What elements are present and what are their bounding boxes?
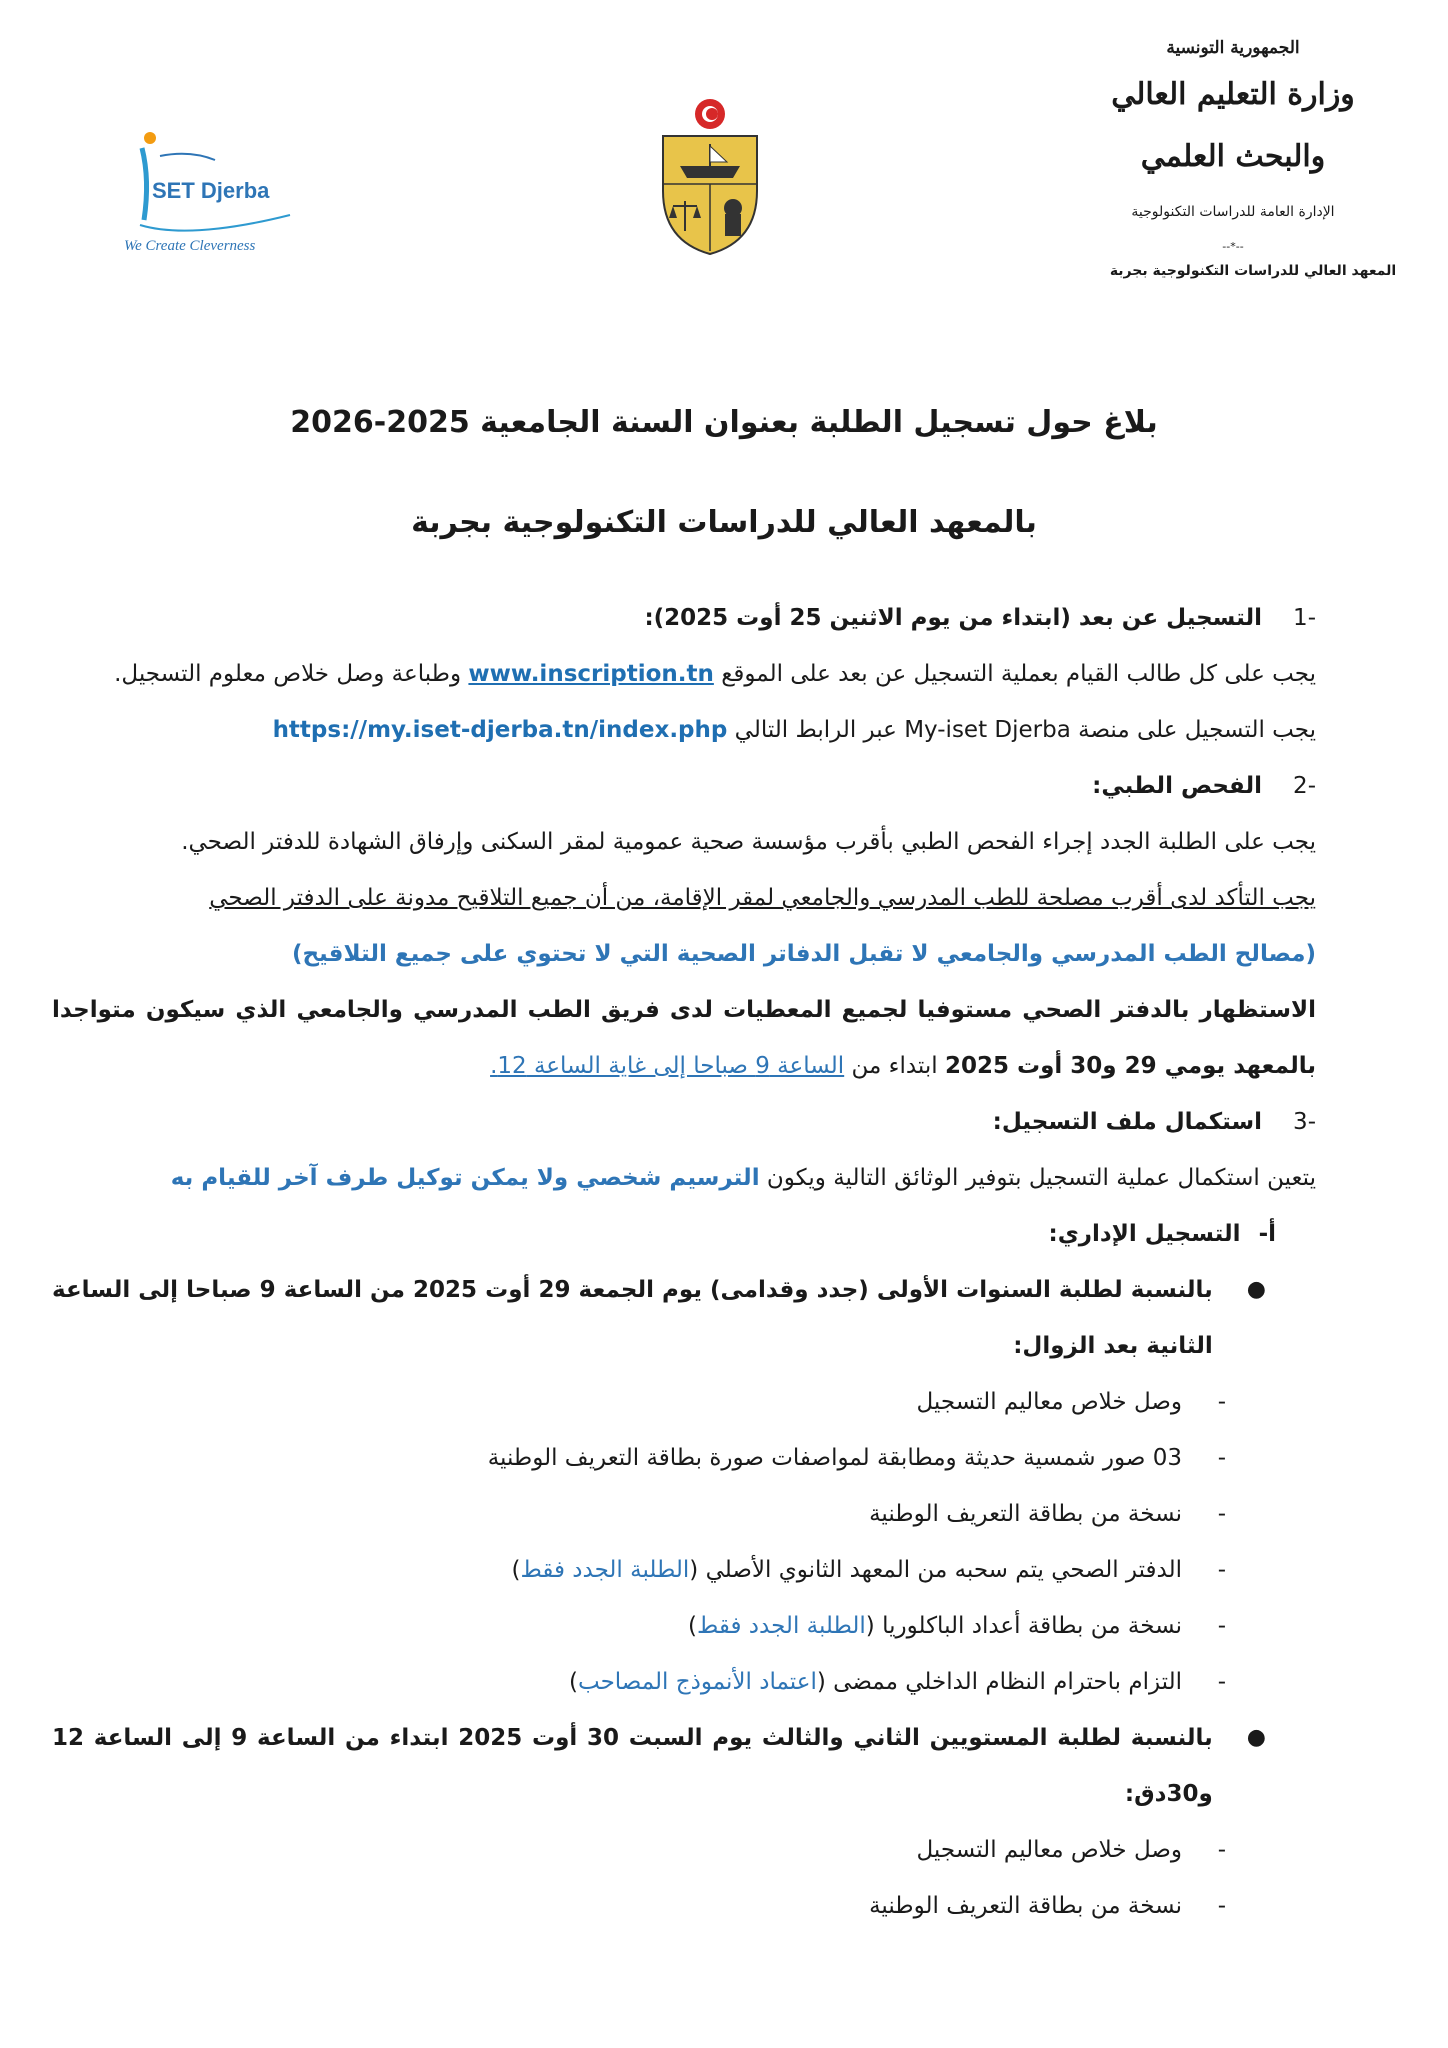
subsection-a-number: أ- [1258,1221,1276,1247]
document-body [52,590,1316,1934]
section3-title: استكمال ملف التسجيل: [992,1109,1262,1135]
list-item-text: الدفتر الصحي يتم سحبه من المعهد الثانوي الأصلي [705,1557,1182,1583]
ministry-line2: والبحث العلمي [1140,139,1326,174]
dash-marker: - [1217,1389,1226,1415]
section3-number: -3 [1293,1109,1316,1135]
list-item-text: نسخة من بطاقة التعريف الوطنية [869,1501,1182,1527]
section2-paragraph3: (مصالح الطب المدرسي والجامعي لا تقبل الدفاتر الصحية التي لا تحتوي على جميع التلاقيح) [291,941,1316,967]
dash-marker: - [1217,1893,1226,1919]
section2-paragraph2: يجب التأكد لدى أقرب مصلحة للطب المدرسي والجامعي لمقر الإقامة، من أن جميع التلاقيح مدونة على الدفتر الصحي [209,885,1316,911]
dash-marker: - [1217,1837,1226,1863]
dash-marker: - [1217,1613,1226,1639]
document-title-line2: بالمعهد العالي للدراسات التكنولوجية بجربة [411,505,1037,540]
section1-heading [52,590,1316,646]
list-item-note: اعتماد الأنموذج المصاحب [578,1669,817,1695]
section1-number: -1 [1293,605,1316,631]
list-item-text: وصل خلاص معاليم التسجيل [916,1389,1182,1415]
section2-p4-time: الساعة 9 صباحا إلى غاية الساعة 12. [490,1053,845,1079]
subsection-a-title: التسجيل الإداري: [1048,1221,1241,1247]
section2-paragraph4 [52,982,1316,1094]
section1-paragraph2 [52,702,1316,758]
section2-heading [52,758,1316,814]
ministry-line1: وزارة التعليم العالي [1111,77,1355,112]
list-item [52,1430,1316,1486]
section1-title: التسجيل عن بعد (ابتداء من يوم الاثنين 25 أوت 2025): [644,605,1262,631]
list-item: - الدفتر الصحي يتم سحبه من المعهد الثانوي الأصلي (الطلبة الجدد فقط) [52,1542,1316,1598]
dash-marker: - [1217,1445,1226,1471]
bullet-first-year-text: بالنسبة لطلبة السنوات الأولى (جدد وقدامى) يوم الجمعة 29 أوت 2025 من الساعة 9 صباحا إلى الساعة الثانية بعد الزوال: [52,1277,1213,1359]
section1-p1-text-end: وطباعة وصل خلاص معلوم التسجيل. [114,661,462,687]
institute-label: المعهد العالي للدراسات التكنولوجية بجربة [1109,263,1397,279]
bullet-dot-icon: ● [1246,1277,1266,1302]
bullet-second-third-year-text: بالنسبة لطلبة المستويين الثاني والثالث يوم السبت 30 أوت 2025 ابتداء من الساعة 9 إلى الساعة 12 و30دق: [52,1725,1213,1807]
list-item-text: نسخة من بطاقة التعريف الوطنية [869,1893,1182,1919]
logo-tagline: We Create Cleverness [124,238,256,254]
dash-marker: - [1217,1501,1226,1527]
list-item [52,1822,1316,1878]
dash-marker: - [1217,1669,1226,1695]
list-item [52,1878,1316,1934]
list-item-note: الطلبة الجدد فقط [697,1613,866,1639]
my-iset-link[interactable]: https://my.iset-djerba.tn/index.php [272,717,728,743]
list-item-text: وصل خلاص معاليم التسجيل [916,1837,1182,1863]
section1-paragraph1 [52,646,1316,702]
list-item-text: 03 صور شمسية حديثة ومطابقة لمواصفات صورة بطاقة التعريف الوطنية [487,1445,1182,1471]
ministry-block [1088,38,1397,279]
section3-paragraph1 [52,1150,1316,1206]
document-title-line1: بلاغ حول تسجيل الطلبة بعنوان السنة الجامعية 2025-2026 [290,405,1158,440]
republic-label: الجمهورية التونسية [1166,38,1300,58]
separator: --*-- [1222,240,1244,253]
section2-number: -2 [1293,773,1316,799]
section2-paragraph1: يجب على الطلبة الجدد إجراء الفحص الطبي بأقرب مؤسسة صحية عمومية لمقر السكنى وإرفاق الشهادة للدفتر الصحي. [181,829,1316,855]
iset-djerba-logo [120,120,300,270]
direction-label: الإدارة العامة للدراسات التكنولوجية [1131,204,1335,220]
bullet-dot-icon: ● [1246,1725,1266,1750]
subsection-a-heading [52,1206,1316,1262]
list-item [52,1486,1316,1542]
section2-title: الفحص الطبي: [1092,773,1262,799]
dash-marker: - [1217,1557,1226,1583]
bullet-first-year [52,1262,1316,1374]
letterhead [0,0,1448,340]
section1-p1-text: يجب على كل طالب القيام بعملية التسجيل عن بعد على الموقع [721,661,1316,687]
section3-p1-note: الترسيم شخصي ولا يمكن توكيل طرف آخر للقيام به [170,1165,760,1191]
section2-p4-text: الاستظهار بالدفتر الصحي مستوفيا لجميع المعطيات لدى فريق الطب المدرسي والجامعي الذي سيكون متواجدا بالمعهد يومي 29 و30 أوت 2025 [52,997,1316,1079]
tunisia-coat-of-arms-icon [655,96,765,256]
bullet-second-third-year [52,1710,1316,1822]
list-item: - التزام باحترام النظام الداخلي ممضى (اعتماد الأنموذج المصاحب) [52,1654,1316,1710]
section1-p2-text: يجب التسجيل على منصة My-iset Djerba عبر الرابط التالي [734,717,1316,743]
section3-heading [52,1094,1316,1150]
list-item-text: التزام باحترام النظام الداخلي ممضى [833,1669,1182,1695]
section2-p4-from: ابتداء من [851,1053,938,1079]
logo-text: SET Djerba [152,178,270,203]
list-item-text: نسخة من بطاقة أعداد الباكلوريا [882,1613,1182,1639]
list-item-note: الطلبة الجدد فقط [520,1557,690,1583]
section3-p1-text: يتعين استكمال عملية التسجيل بتوفير الوثائق التالية ويكون [766,1165,1316,1191]
inscription-link[interactable]: www.inscription.tn [468,661,714,687]
list-item [52,1374,1316,1430]
list-item: - نسخة من بطاقة أعداد الباكلوريا (الطلبة الجدد فقط) [52,1598,1316,1654]
